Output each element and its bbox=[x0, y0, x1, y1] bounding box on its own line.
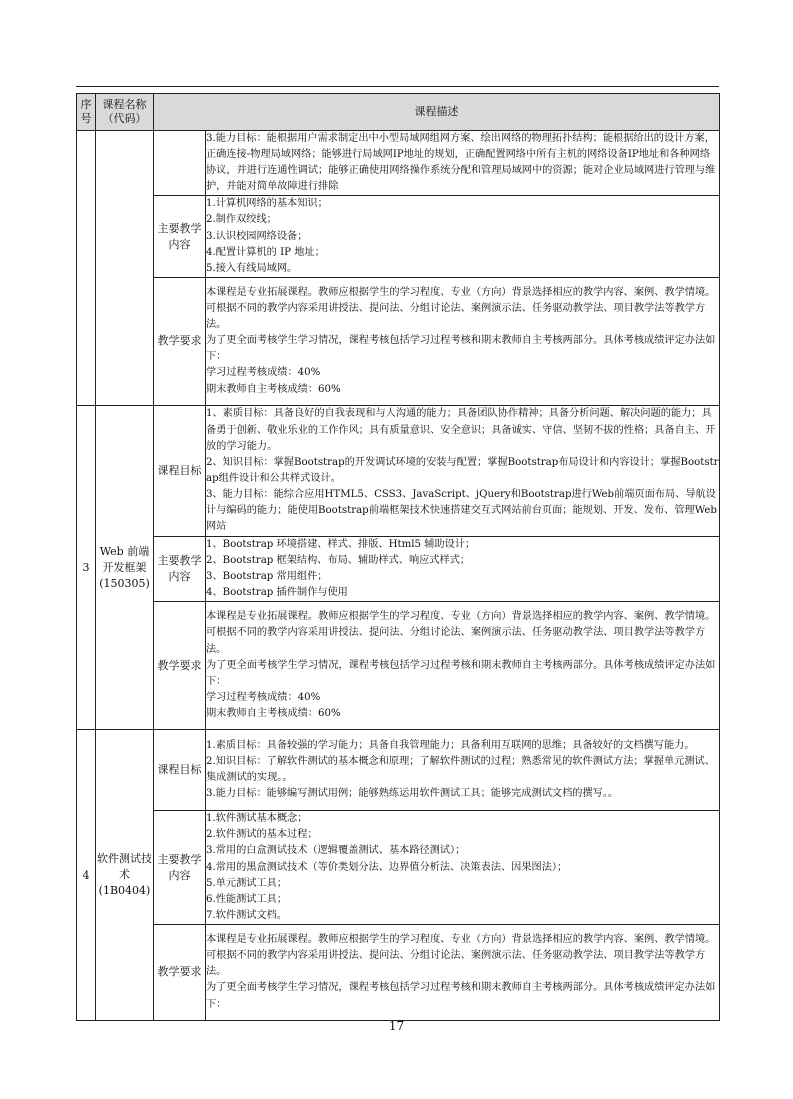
list-item: 4.常用的黑盒测试技术（等价类划分法、边界值分析法、决策表法、因果图法）； bbox=[206, 861, 568, 873]
table-row bbox=[77, 602, 720, 730]
list-item: 1.素质目标：具备较强的学习能力；具备自我管理能力；具备利用互联网的思维；具备较好的文档撰写能力。 bbox=[206, 740, 695, 752]
list-item: 5.接入有线局域网。 bbox=[206, 262, 298, 274]
course-name: 软件测试技术 bbox=[97, 852, 152, 882]
list-item: 可根据不同的教学内容采用讲授法、提问法、分组讨论法、案例演示法、任务驱动教学法、项目教学法等教学方法。 bbox=[206, 950, 706, 978]
table-row bbox=[77, 405, 720, 536]
list-item: 5.单元测试工具； bbox=[206, 877, 288, 889]
list-item: 学习过程考核成绩：40% bbox=[206, 367, 321, 379]
requirements-cell bbox=[206, 602, 720, 730]
ability-goal-text: 3.能力目标：能根据用户需求制定出中小型局域网组网方案、绘出网络的物理拓扑结构；能根据给出的设计方案，正确连接-物理局域网络；能够进行局域网IP地址的规划，正确配置网络中所有主机的网络设备IP地址和各种网络协议，并进行连通性调试；能够正确使用网络操作系统分配和管理局域网中的资源；能对企业局域网进行管理与维护，并能对简单故障进行排除 bbox=[206, 133, 716, 193]
list-item: 为了更全面考核学生学习情况，课程考核包括学习过程考核和期末教师自主考核两部分。具体考核成绩评定办法如下： bbox=[206, 982, 716, 1010]
course-index: 4 bbox=[77, 730, 96, 1021]
table-header-row bbox=[77, 94, 720, 131]
subhead-content: 主要教学内容 bbox=[154, 536, 206, 601]
course-index: 3 bbox=[77, 405, 96, 729]
top-rule bbox=[76, 86, 719, 87]
subhead-content: 主要教学内容 bbox=[154, 811, 206, 925]
index-cell-empty bbox=[77, 131, 96, 406]
list-item: 6.性能测试工具； bbox=[206, 893, 288, 905]
content-cell bbox=[206, 811, 720, 925]
course-name-cell bbox=[96, 730, 154, 1021]
course-name: Web 前端开发框架 bbox=[99, 544, 150, 574]
list-item: 2、Bootstrap 框架结构、布局、辅助样式、响应式样式； bbox=[206, 554, 471, 566]
course-table bbox=[76, 93, 720, 1021]
list-item: 2.知识目标：了解软件测试的基本概念和原理；了解软件测试的过程；熟悉常见的软件测试方法；掌握单元测试、集成测试的实现。。 bbox=[206, 756, 715, 784]
table-row bbox=[77, 924, 720, 1020]
course-name-cell bbox=[96, 405, 154, 729]
list-item: 3、Bootstrap 常用组件； bbox=[206, 571, 328, 583]
list-item: 1、Bootstrap 环境搭建、样式、排版、Html5 辅助设计； bbox=[206, 538, 476, 550]
list-item: 1、素质目标：具备良好的自我表现和与人沟通的能力；具备团队协作精神；具备分析问题、解决问题的能力；具备勇于创新、敬业乐业的工作作风；具有质量意识、安全意识；具备诚实、守信、坚韧不拔的性格；具备自主、开放的学习能力。 bbox=[206, 408, 716, 452]
requirements-cell bbox=[206, 924, 720, 1020]
content-cell bbox=[206, 536, 720, 601]
list-item: 可根据不同的教学内容采用讲授法、提问法、分组讨论法、案例演示法、任务驱动教学法、项目教学法等教学方法。 bbox=[206, 627, 706, 655]
list-item: 4、Bootstrap 插件制作与使用 bbox=[206, 587, 348, 599]
subhead-content: 主要教学内容 bbox=[154, 196, 206, 277]
list-item: 3.常用的白盒测试技术（逻辑覆盖测试、基本路径测试）； bbox=[206, 845, 466, 857]
course-code: (1B0404) bbox=[98, 884, 151, 898]
content-cell bbox=[206, 196, 720, 277]
subhead-goals: 课程目标 bbox=[154, 405, 206, 536]
table-row bbox=[77, 811, 720, 925]
table-row bbox=[77, 131, 720, 196]
list-item: 3.能力目标：能够编写测试用例；能够熟练运用软件测试工具；能够完成测试文档的撰写。。 bbox=[206, 788, 619, 800]
table-row bbox=[77, 196, 720, 277]
table-row bbox=[77, 277, 720, 405]
course-code: (150305) bbox=[99, 576, 150, 590]
list-item: 2.制作双绞线； bbox=[206, 214, 277, 226]
list-item: 3、能力目标：能综合应用HTML5、CSS3、JavaScript、jQuery和Bootstrap进行Web前端页面布局、导航设计与编码的能力；能使用Bootstrap前端框架技术快速搭建交互式网站前台页面；能规划、开发、发布、管理Web网站 bbox=[206, 488, 717, 533]
list-item: 期末教师自主考核成绩：60% bbox=[206, 383, 341, 395]
list-item: 学习过程考核成绩：40% bbox=[206, 691, 321, 703]
list-item: 为了更全面考核学生学习情况，课程考核包括学习过程考核和期末教师自主考核两部分。具体考核成绩评定办法如下： bbox=[206, 659, 716, 687]
list-item: 4.配置计算机的 IP 地址； bbox=[206, 246, 325, 258]
list-item: 期末教师自主考核成绩：60% bbox=[206, 707, 341, 719]
ability-goal-cell bbox=[206, 131, 720, 196]
list-item: 本课程是专业拓展课程。教师应根据学生的学习程度、专业（方向）背景选择相应的教学内容、案例、教学情境。 bbox=[206, 611, 716, 623]
table-row bbox=[77, 730, 720, 811]
list-item: 本课程是专业拓展课程。教师应根据学生的学习程度、专业（方向）背景选择相应的教学内容、案例、教学情境。 bbox=[206, 287, 716, 299]
header-index: 序号 bbox=[77, 94, 96, 131]
goals-cell bbox=[206, 730, 720, 811]
subhead-requirements: 教学要求 bbox=[154, 277, 206, 405]
header-course-name: 课程名称（代码） bbox=[96, 94, 154, 131]
list-item: 2、知识目标：掌握Bootstrap的开发调试环境的安装与配置；掌握Bootstrap布局设计和内容设计；掌握Bootstrap组件设计和公共样式设计。 bbox=[206, 456, 719, 484]
list-item: 1.软件测试基本概念； bbox=[206, 813, 308, 825]
subhead-requirements: 教学要求 bbox=[154, 602, 206, 730]
list-item: 本课程是专业拓展课程。教师应根据学生的学习程度、专业（方向）背景选择相应的教学内容、案例、教学情境。 bbox=[206, 934, 716, 946]
goals-cell bbox=[206, 405, 720, 536]
list-item: 为了更全面考核学生学习情况，课程考核包括学习过程考核和期末教师自主考核两部分。具体考核成绩评定办法如下： bbox=[206, 335, 716, 363]
list-item: 1.计算机网络的基本知识； bbox=[206, 198, 328, 210]
name-cell-empty bbox=[96, 131, 154, 406]
list-item: 3.认识校园网络设备； bbox=[206, 230, 308, 242]
table-row bbox=[77, 536, 720, 601]
list-item: 可根据不同的教学内容采用讲授法、提问法、分组讨论法、案例演示法、任务驱动教学法、项目教学法等教学方法。 bbox=[206, 303, 706, 331]
subhead-goals: 课程目标 bbox=[154, 730, 206, 811]
requirements-cell bbox=[206, 277, 720, 405]
header-course-desc: 课程描述 bbox=[154, 94, 720, 131]
list-item: 7.软件测试文档。 bbox=[206, 909, 288, 921]
subhead-empty bbox=[154, 131, 206, 196]
subhead-requirements: 教学要求 bbox=[154, 924, 206, 1020]
page-number: 17 bbox=[388, 1019, 405, 1033]
list-item: 2.软件测试的基本过程； bbox=[206, 829, 318, 841]
